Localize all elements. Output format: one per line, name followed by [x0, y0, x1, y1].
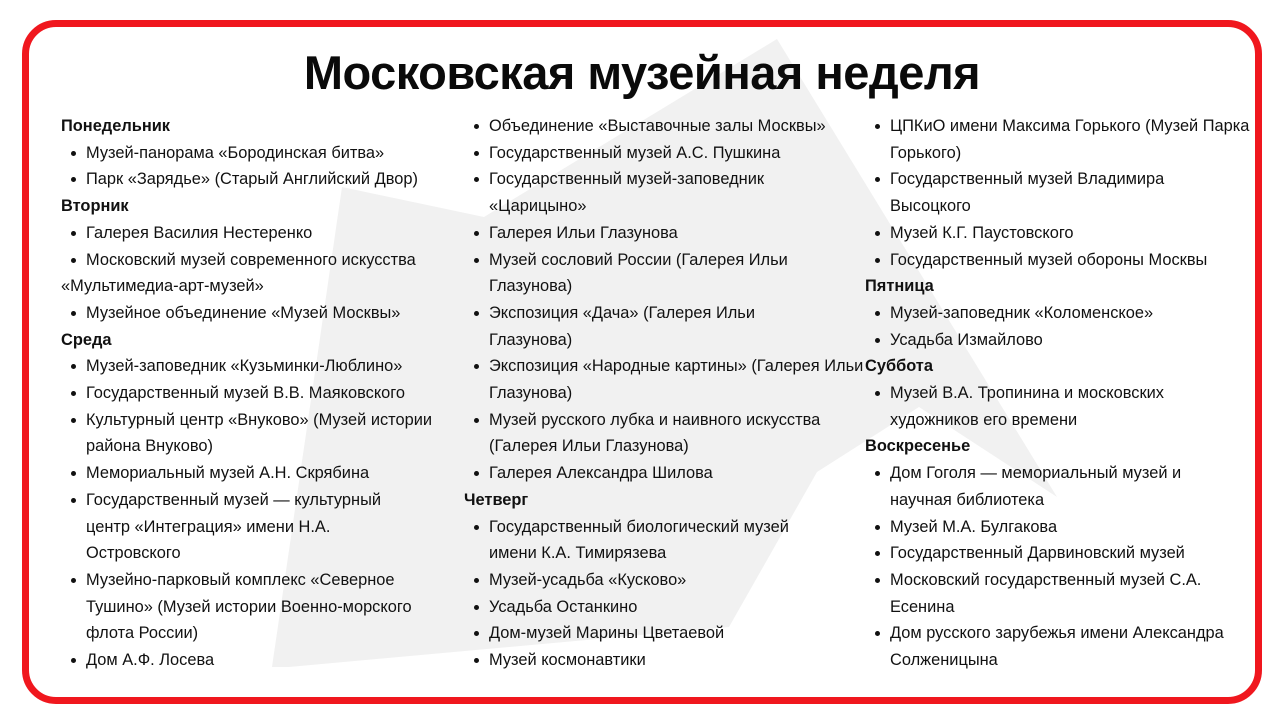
wednesday-list-part-2 — [464, 113, 864, 487]
list-item: Дом Гоголя — мемориальный музей и научная библиотека — [865, 460, 1255, 513]
list-item: Государственный биологический музей имени К.А. Тимирязева — [464, 514, 864, 567]
poster-frame — [22, 20, 1262, 704]
list-item: Культурный центр «Внуково» (Музей истории района Внуково) — [61, 407, 461, 460]
wednesday-list-part-1 — [61, 353, 461, 673]
list-item: Музей русского лубка и наивного искусства (Галерея Ильи Глазунова) — [464, 407, 864, 460]
list-item: Мемориальный музей А.Н. Скрябина — [61, 460, 461, 487]
monday-list — [61, 140, 461, 193]
list-item: Галерея Василия Нестеренко — [61, 220, 461, 247]
day-heading-tuesday: Вторник — [61, 197, 129, 216]
list-item: Усадьба Останкино — [464, 594, 864, 621]
list-item: Галерея Александра Шилова — [464, 460, 864, 487]
list-item: Музейное объединение «Музей Москвы» — [61, 300, 461, 327]
list-item: Музей В.А. Тропинина и московских художников его времени — [865, 380, 1255, 433]
day-heading-monday: Понедельник — [61, 117, 170, 135]
day-heading-friday: Пятница — [865, 277, 934, 296]
list-item: Музей-заповедник «Коломенское» — [865, 300, 1255, 327]
list-item: Музей космонавтики — [464, 647, 864, 674]
list-item: Государственный Дарвиновский музей — [865, 540, 1255, 567]
list-item: Экспозиция «Дача» (Галерея Ильи Глазунова) — [464, 300, 864, 353]
list-item: Государственный музей обороны Москвы — [865, 247, 1255, 274]
list-item: Московский государственный музей С.А. Есенина — [865, 567, 1255, 620]
day-heading-thursday: Четверг — [464, 490, 529, 509]
thursday-list-part-2 — [865, 113, 1255, 273]
list-item: Музей К.Г. Паустовского — [865, 220, 1255, 247]
column-2 — [464, 113, 864, 674]
list-item: Парк «Зарядье» (Старый Английский Двор) — [61, 166, 461, 193]
page-title: Московская музейная неделя — [303, 46, 981, 99]
list-item: Музей-заповедник «Кузьминки-Люблино» — [61, 353, 461, 380]
list-item: Музейно-парковый комплекс «Северное Тушино» (Музей истории Военно-морского флота России) — [61, 567, 461, 647]
list-item: Государственный музей — культурный центр «Интеграция» имени Н.А. Островского — [61, 487, 461, 567]
column-1 — [61, 113, 461, 674]
list-item: Экспозиция «Народные картины» (Галерея Ильи Глазунова) — [464, 353, 864, 406]
list-item: Государственный музей-заповедник «Царицыно» — [464, 166, 864, 219]
list-item: Объединение «Выставочные залы Москвы» — [464, 113, 864, 140]
column-3 — [865, 113, 1255, 674]
list-item: Государственный музей А.С. Пушкина — [464, 140, 864, 167]
day-heading-saturday: Суббота — [865, 357, 933, 376]
saturday-list — [865, 380, 1255, 433]
tuesday-list — [61, 220, 461, 327]
list-item: Государственный музей Владимира Высоцкого — [865, 166, 1255, 219]
thursday-list-part-1 — [464, 514, 864, 674]
list-item: Музей-панорама «Бородинская битва» — [61, 140, 461, 167]
list-item: Музей сословий России (Галерея Ильи Глазунова) — [464, 247, 864, 300]
list-item: Усадьба Измайлово — [865, 327, 1255, 354]
friday-list — [865, 300, 1255, 353]
day-heading-sunday: Воскресенье — [865, 437, 971, 456]
day-heading-wednesday: Среда — [61, 330, 112, 349]
list-item: ЦПКиО имени Максима Горького (Музей Парка Горького) — [865, 113, 1255, 166]
sunday-list — [865, 460, 1255, 674]
list-item: Московский музей современного искусства «Мультимедиа-арт-музей» — [61, 247, 461, 300]
list-item: Галерея Ильи Глазунова — [464, 220, 864, 247]
list-item: Государственный музей В.В. Маяковского — [61, 380, 461, 407]
list-item: Дом русского зарубежья имени Александра Солженицына — [865, 620, 1255, 673]
list-item: Музей М.А. Булгакова — [865, 514, 1255, 541]
list-item: Дом А.Ф. Лосева — [61, 647, 461, 674]
list-item: Дом-музей Марины Цветаевой — [464, 620, 864, 647]
list-item: Музей-усадьба «Кусково» — [464, 567, 864, 594]
